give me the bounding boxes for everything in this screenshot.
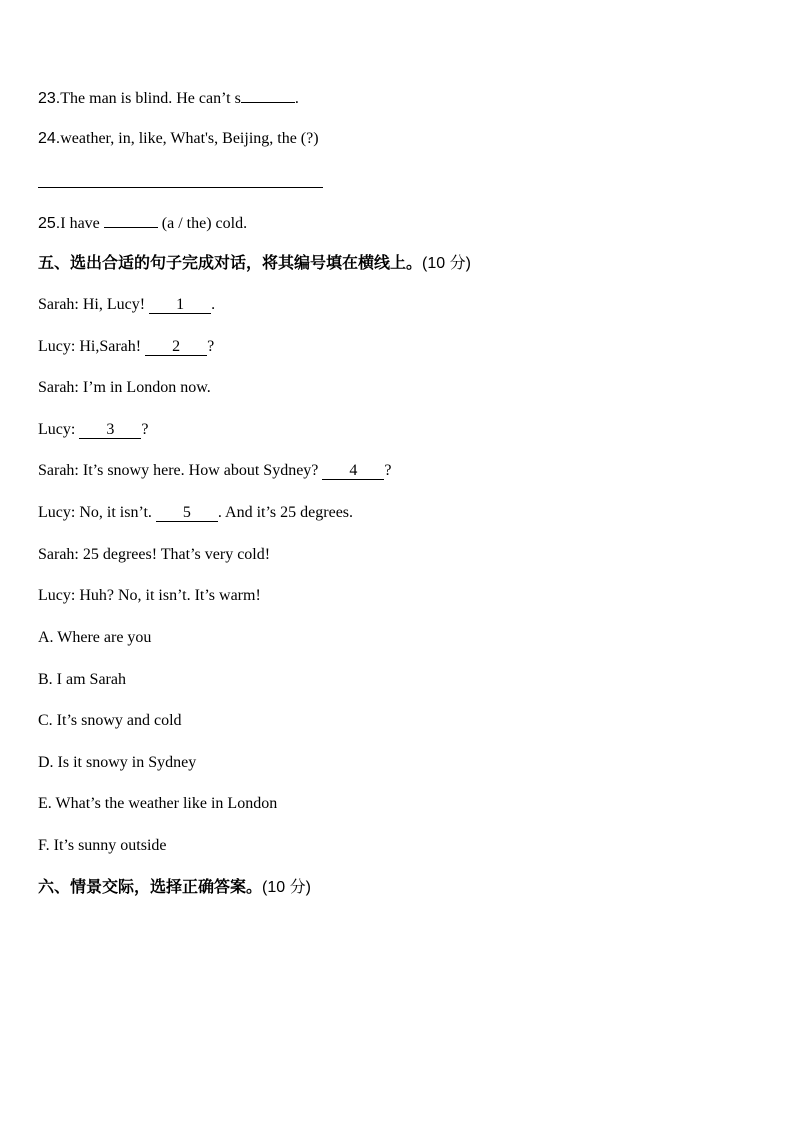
question-text-before: I have [60, 215, 104, 232]
dialogue-line [38, 586, 261, 606]
dialogue-text: Lucy: Huh? No, it isn’t. It’s warm! [38, 587, 261, 604]
dialogue-text-after: ? [141, 421, 149, 438]
option-item: E. What’s the weather like in London [38, 795, 278, 812]
question-text: The man is blind. He can’t s [60, 90, 241, 107]
dialogue-line [38, 461, 392, 481]
question-number: 23. [38, 90, 61, 107]
dialogue-blank[interactable]: 5 [156, 505, 218, 522]
dialogue-line [38, 295, 215, 315]
dialogue-line [38, 503, 353, 523]
dialogue-blank[interactable]: 2 [145, 339, 207, 356]
dialogue-line [38, 378, 211, 398]
question-text-after: (a / the) cold. [157, 215, 248, 232]
dialogue-text: Lucy: No, it isn’t. [38, 504, 156, 521]
question-number: 25. [38, 215, 61, 232]
dialogue-line [38, 337, 214, 357]
question-25 [38, 212, 247, 234]
option-item: C. It’s snowy and cold [38, 712, 182, 729]
section-title: 六、情景交际，选择正确答案。 [38, 877, 263, 896]
dialogue-text-after: . [211, 296, 216, 313]
dialogue-text-after: . And it’s 25 degrees. [217, 504, 354, 521]
dialogue-text: Sarah: 25 degrees! That’s very cold! [38, 546, 271, 563]
dialogue-line [38, 420, 148, 440]
dialogue-text: Lucy: [38, 421, 80, 438]
option-item: F. It’s sunny outside [38, 837, 167, 854]
dialogue-line [38, 545, 270, 565]
dialogue-text: Sarah: It’s snowy here. How about Sydney? [38, 462, 323, 479]
question-end: . [294, 90, 299, 107]
dialogue-text-after: ? [384, 462, 392, 479]
option-item: A. Where are you [38, 629, 152, 646]
dialogue-text-after: ? [207, 338, 215, 355]
section-points: (10 分) [422, 255, 471, 272]
section-6-heading [38, 877, 311, 898]
question-23 [38, 87, 299, 109]
dialogue-text: Sarah: Hi, Lucy! [38, 296, 150, 313]
question-24 [38, 129, 319, 149]
dialogue-text: Sarah: I’m in London now. [38, 379, 211, 396]
dialogue-blank[interactable]: 4 [322, 463, 384, 480]
section-title: 五、选出合适的句子完成对话，将其编号填在横线上。 [38, 253, 423, 272]
answer-blank[interactable] [104, 212, 158, 228]
dialogue-blank[interactable]: 1 [149, 297, 211, 314]
option-item: B. I am Sarah [38, 671, 126, 688]
answer-blank[interactable] [241, 87, 295, 103]
section-points: (10 分) [262, 879, 311, 896]
option-item: D. Is it snowy in Sydney [38, 754, 197, 771]
section-5-heading [38, 253, 471, 274]
dialogue-text: Lucy: Hi,Sarah! [38, 338, 146, 355]
dialogue-blank[interactable]: 3 [79, 422, 141, 439]
question-number: 24. [38, 130, 61, 147]
answer-line[interactable] [38, 187, 323, 188]
question-text: weather, in, like, What's, Beijing, the (?) [60, 130, 319, 147]
